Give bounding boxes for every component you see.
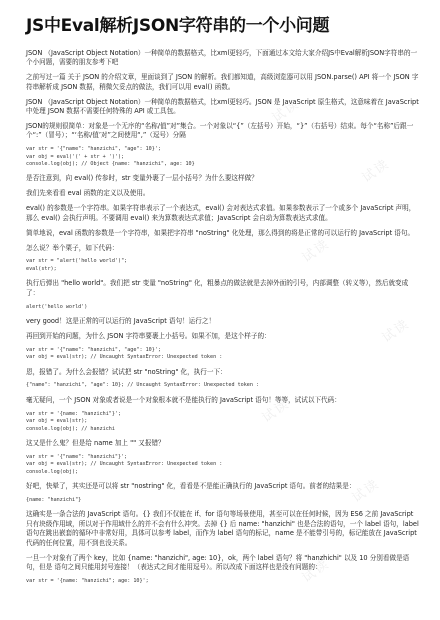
paragraph-17: 一旦一个对象有了两个 key，比如 {name: "hanzichi", age: 10}，ok，两个 label 语句？将 "hanzhichi" 以及 10 分别看做是语句，但是 语句之间只能用封号连接！（表达式之间才能用逗号）。所以改成下面这样也是没有问题的： (26, 553, 410, 571)
watermark-decoration: 试读 (359, 156, 393, 186)
paragraph-1: 之前写过一篇 关于 JSON 的介绍文章，里面谈到了 JSON 的解析。我们都知道，高级浏览器可以用 JSON.parse() API 将一个 JSON 字符串解析成 JSON 数据，稍微欠妥点的做法，我们可以用 eval() 函数。 (26, 73, 419, 91)
code-block-3 (26, 304, 420, 311)
code-line: eval(str); (26, 265, 57, 272)
code-line: var str = '{name: "hanzichi"}'; (26, 410, 122, 417)
paragraph-16: 这确实是一条合法的 JavaScript 语句。{} 我们不仅能在 if、for 语句等场景使用，甚至可以在任何时候，因为 ES6 之前 JavaScript 只有块级作用域，所以对于作用域什么的并不会有什么冲突。去掉 {} 后 name: "hanzichi" 也是合法的语句，一个 label 语句，label 语句在跳出嵌套的循环中非常好用，具体可以参考 label，而作为 label 语句的标记，name 是不能带引号的，标记能放在 JavaScript 代码的任何位置，用不到也没关系。 (26, 510, 419, 547)
paragraph-11: 再回到开始的问题，为什么 JSON 字符串要裹上小括号。如果不加，是这个样子的： (26, 331, 271, 340)
watermark-decoration: 试读 (379, 316, 413, 346)
code-block-2 (26, 258, 420, 273)
code-line: console.log(obj); // Object {name: "hanzichi", age: 10} (26, 161, 195, 168)
paragraph-10: very good！这是正常的可以运行的 JavaScript 语句！运行之！ (26, 316, 216, 325)
code-line: {"name": "hanzichi", "age": 10}; // Uncaught SyntaxError: Unexpected token : (26, 382, 260, 389)
watermark-decoration: 试读 (299, 556, 333, 586)
code-block-6 (26, 411, 420, 433)
code-line: var str = '{"name": "hanzichi", "age": 10}'; (26, 346, 161, 353)
code-line: var obj = eval('(' + str + ')'); (26, 153, 125, 160)
code-block-5 (26, 382, 420, 389)
code-line: var str = '{"name": "hanzichi", "age": 10}'; (26, 146, 161, 153)
paragraph-8: 怎么说？举个栗子，如下代码： (26, 243, 119, 252)
paragraph-12: 恩，报错了。为什么会报错？试试把 str "noString" 化，执行一下： (26, 367, 227, 376)
watermark-decoration: 试读 (299, 236, 333, 266)
code-line: var obj = eval(str); // Uncaught SyntaxError: Unexpected token : (26, 354, 223, 361)
watermark-decoration: 试读 (259, 396, 293, 426)
paragraph-7: 简单地说，eval 函数的参数是一个字符串，如果把字符串 "noString" 化处理，那么得到的将是正常的可以运行的 JavaScript 语句。 (26, 228, 415, 237)
watermark-decoration: 试读 (349, 476, 383, 506)
code-line: console.log(obj); // hanzichi (26, 425, 115, 432)
code-block-1 (26, 146, 420, 168)
paragraph-13: 毫无疑问，一个 JSON 对象或者说是一个对象根本就不是能执行的 JavaScript 语句！等等，试试以下代码： (26, 395, 341, 404)
code-line: var str = '{"name": "hanzichi"}'; (26, 453, 128, 460)
code-line: var str = '{name: "hanzichi"; age: 10}'; (26, 577, 149, 584)
paragraph-3: JSON的规则很简单：对象是一个无序的“名称/值”对”集合。一个对象以“{”（左括号）开始，“}”（右括号）结束。每个“名称”后跟一个“:”（冒号）；“‘名称/值’对”之间使用“,”（逗号）分隔 (26, 121, 414, 140)
paragraph-5: 我们先来看看 eval 函数的定义以及使用。 (26, 189, 150, 198)
code-line: var str = "alert('hello world')"; (26, 258, 128, 265)
paragraph-4: 是否注意到，向 eval() 传参时，str 变量外裹了一层小括号？为什么要这样做？ (26, 174, 258, 183)
paragraph-2: JSON （JavaScript Object Notation）一种简单的数据格式，比xml更轻巧。JSON 是 JavaScript 原生格式，这意味着在 JavaScript 中处理 JSON 数据不需要任何特殊的 API 或工具包。 (26, 97, 419, 116)
code-block-7 (26, 454, 420, 476)
paragraph-6: eval() 的参数是一个字符串。如果字符串表示了一个表达式，eval() 会对表达式求值。如果参数表示了一个或多个 JavaScript 声明，那么 eval() 会执行声明。不要调用 eval() 来为算数表达式求值；JavaScript 会自动为算数表达式求值。 (26, 204, 416, 222)
code-line: alert('hello world') (26, 303, 88, 310)
paragraph-15: 好吧，快晕了，其实还是可以将 str "nostring" 化，看看是不是能正确执行的 JavaScript 语句。前者的结果是： (26, 482, 356, 491)
intro-paragraph: JSON （JavaScript Object Notation）一种简单的数据格式，比xml更轻巧，下面通过本文给大家介绍JS中Eval解析JSON字符串的一个小问题，需要的朋友参考下吧 (26, 49, 418, 67)
code-line: var obj = eval(str); // Uncaught SyntaxError: Unexpected token : (26, 461, 223, 468)
code-block-9 (26, 578, 420, 585)
watermark-decoration: 试读 (269, 96, 303, 126)
article-title: JS中Eval解析JSON字符串的一个小问题 (26, 16, 330, 36)
code-line: {name: "hanzichi"} (26, 497, 82, 504)
code-line: var obj = eval(str); (26, 418, 88, 425)
code-block-4 (26, 347, 420, 362)
code-block-8 (26, 497, 420, 504)
paragraph-14: 这又是什么鬼？但是给 name 加上 "" 又报错？ (26, 439, 165, 447)
code-line: console.log(obj); (26, 468, 79, 475)
paragraph-9: 执行后弹出 "hello world"。我们把 str 变量 "noString" 化，粗暴点的做法就是去掉外面的引号，内部调整（转义等），然后就变成了： (26, 279, 409, 297)
